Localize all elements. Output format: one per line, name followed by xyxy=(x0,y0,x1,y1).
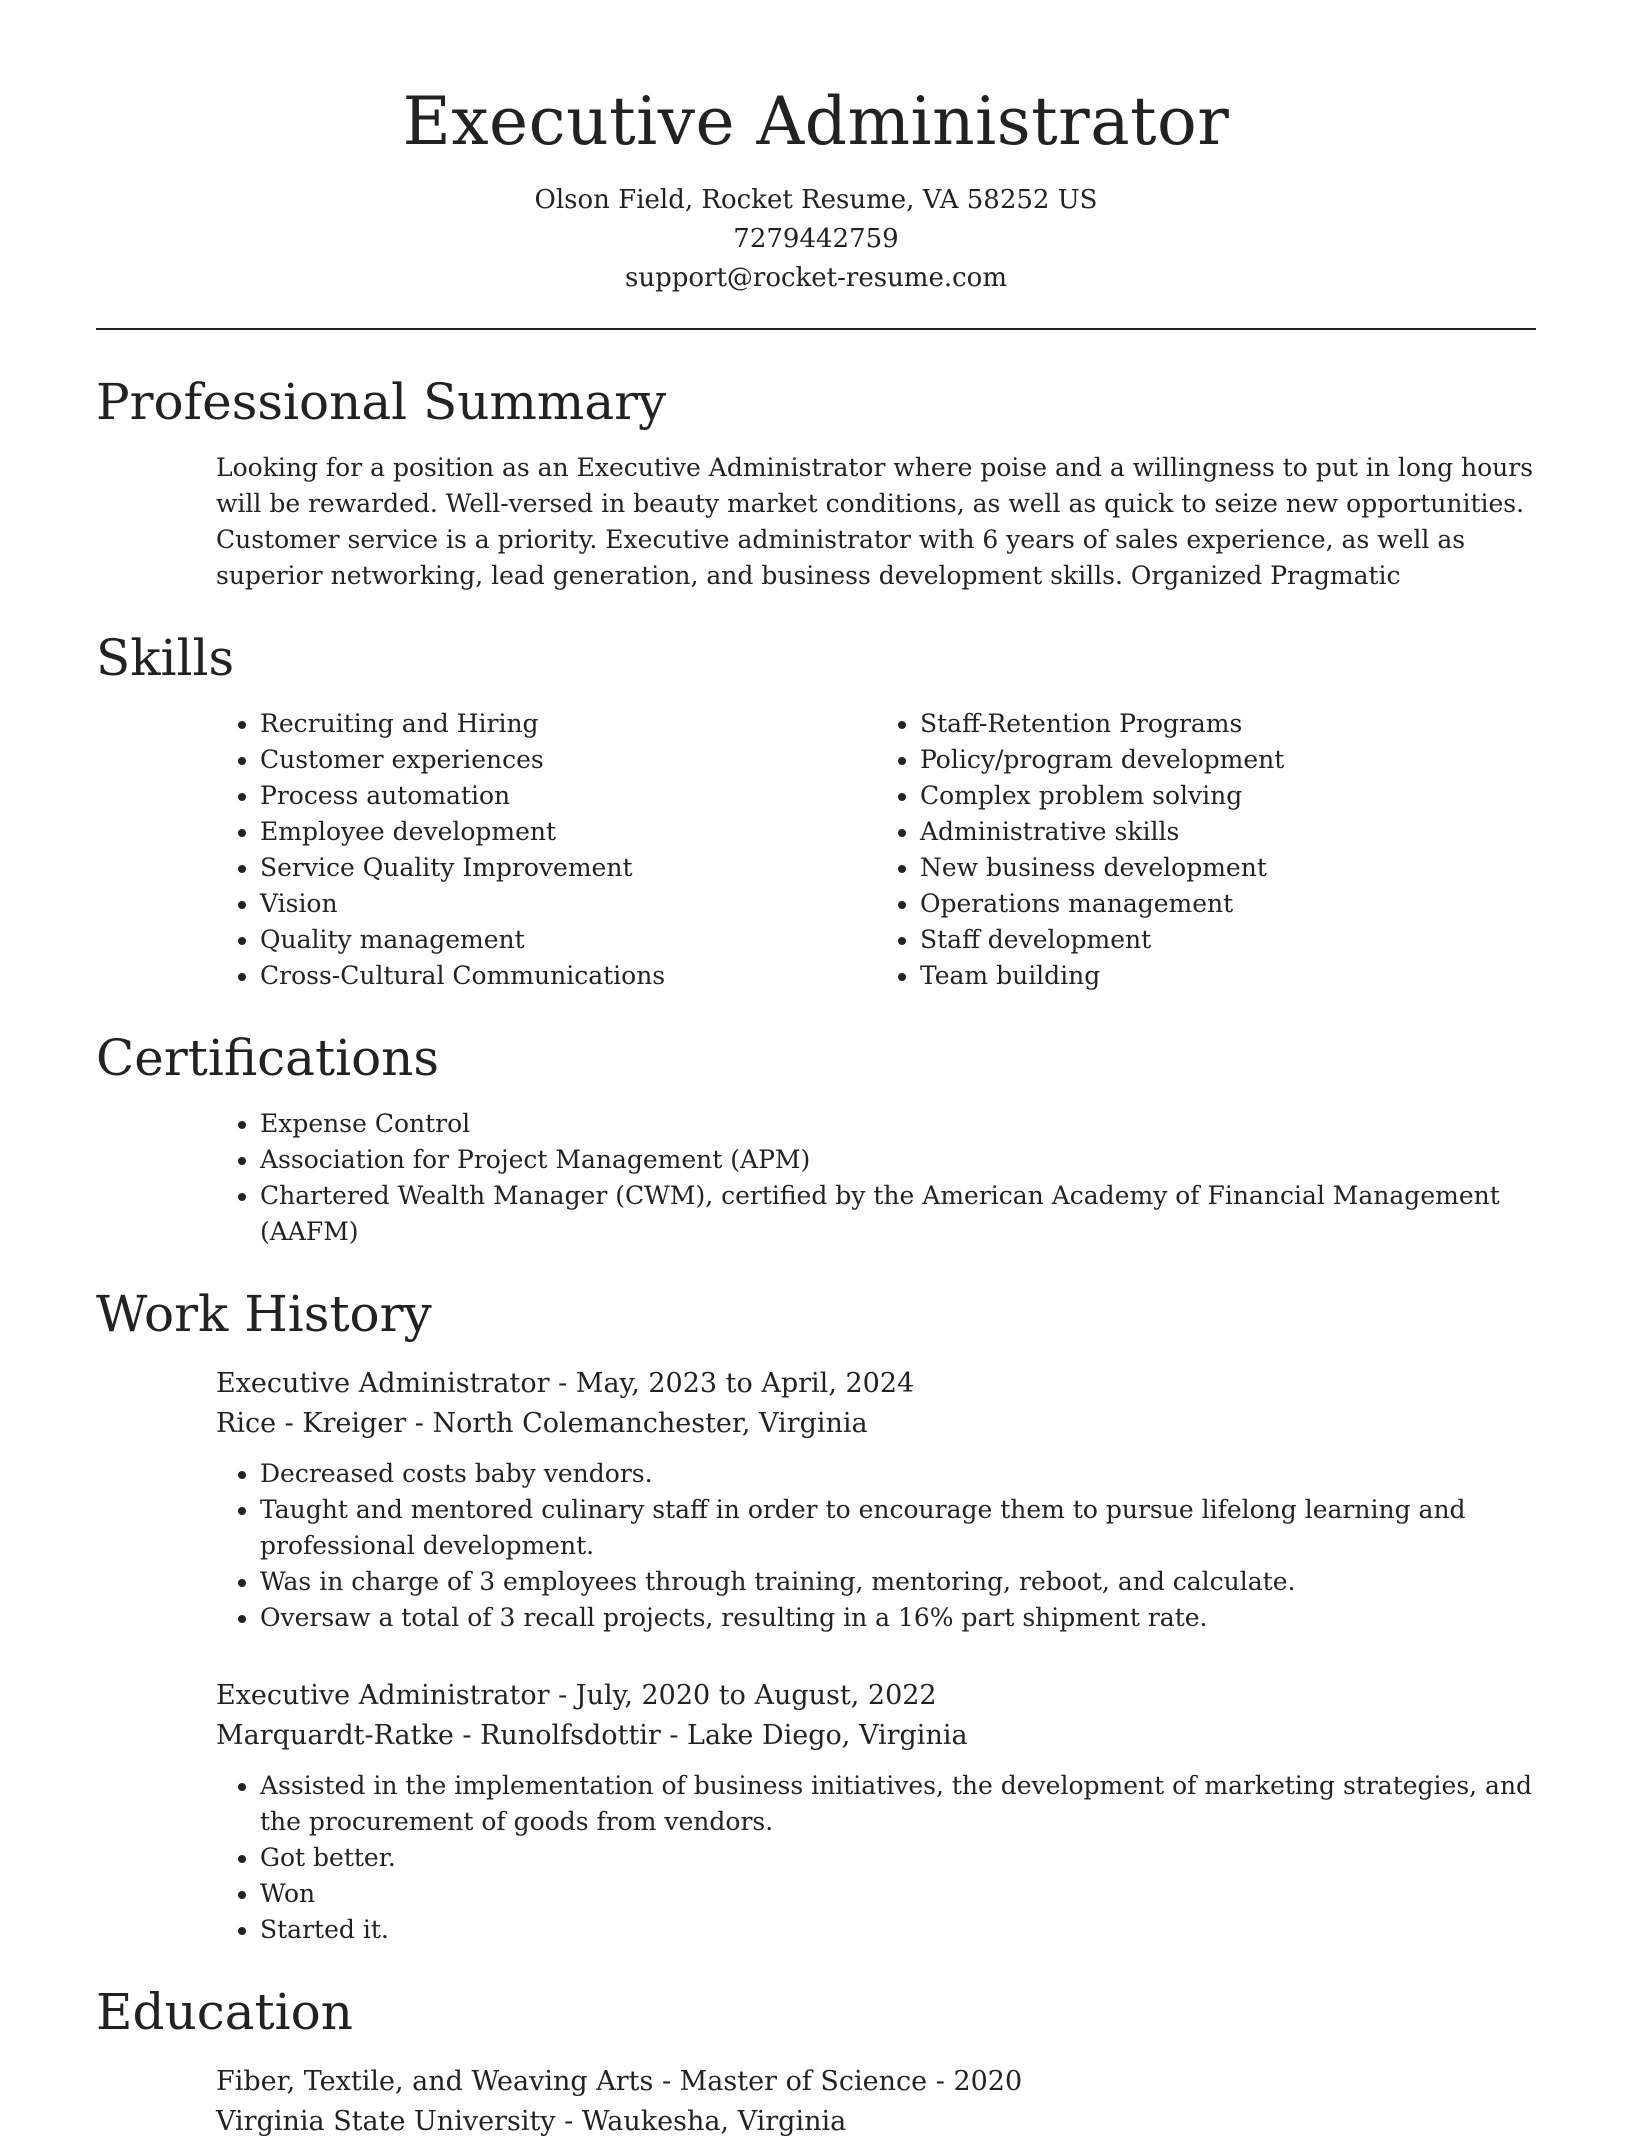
certification-item: • Association for Project Management (APM) xyxy=(260,1142,1536,1178)
skill-item: • Service Quality Improvement xyxy=(260,850,876,886)
job-bullet: • Oversaw a total of 3 recall projects, resulting in a 16% part shipment rate. xyxy=(260,1600,1536,1636)
skill-item: • Recruiting and Hiring xyxy=(260,706,876,742)
education-field: Fiber, Textile, and Weaving Arts xyxy=(216,2065,654,2097)
skills-list-left xyxy=(216,706,876,994)
job-location: Lake Diego, Virginia xyxy=(687,1719,968,1751)
skill-item: • Cross-Cultural Communications xyxy=(260,958,876,994)
contact-info xyxy=(96,181,1536,298)
job-bullets xyxy=(216,1768,1536,1948)
education-entry xyxy=(96,2062,1536,2142)
skill-item: • Customer experiences xyxy=(260,742,876,778)
job-title-line: Executive Administrator - July, 2020 to August, 2022 xyxy=(216,1679,937,1711)
contact-phone: 7279442759 xyxy=(733,223,899,254)
certifications-list-wrap xyxy=(96,1106,1536,1250)
skill-item: • Operations management xyxy=(920,886,1536,922)
job-company-line: Rice - Kreiger - North Colemanchester, Virginia xyxy=(216,1407,868,1439)
skill-item: • New business development xyxy=(920,850,1536,886)
skill-item: • Complex problem solving xyxy=(920,778,1536,814)
job-location: North Colemanchester, Virginia xyxy=(432,1407,868,1439)
education-year: 2020 xyxy=(953,2065,1023,2097)
job-title: Executive Administrator xyxy=(216,1367,550,1399)
certifications-section xyxy=(96,1028,1536,1250)
job-entry xyxy=(96,1676,1536,1948)
summary-section xyxy=(96,372,1536,594)
education-school: Virginia State University xyxy=(216,2105,556,2137)
job-entry xyxy=(96,1364,1536,1636)
skills-section xyxy=(96,628,1536,994)
skill-item: • Staff-Retention Programs xyxy=(920,706,1536,742)
header-divider xyxy=(96,328,1536,330)
skill-item: • Administrative skills xyxy=(920,814,1536,850)
skills-columns xyxy=(96,706,1536,994)
job-bullets xyxy=(216,1456,1536,1636)
certification-item: • Chartered Wealth Manager (CWM), certified by the American Academy of Financial Management (AAFM) xyxy=(260,1178,1536,1250)
education-section xyxy=(96,1982,1536,2142)
job-title-line: Executive Administrator - May, 2023 to April, 2024 xyxy=(216,1367,915,1399)
job-bullet: • Assisted in the implementation of business initiatives, the development of marketing strategies, and the procurement of goods from vendors. xyxy=(260,1768,1536,1840)
certification-item: • Expense Control xyxy=(260,1106,1536,1142)
job-bullet: • Got better. xyxy=(260,1840,1536,1876)
job-bullet: • Was in charge of 3 employees through training, mentoring, reboot, and calculate. xyxy=(260,1564,1536,1600)
job-dates: May, 2023 to April, 2024 xyxy=(575,1367,915,1399)
education-degree: Master of Science xyxy=(679,2065,928,2097)
skill-item: • Staff development xyxy=(920,922,1536,958)
skills-list-right xyxy=(876,706,1536,994)
job-company: Rice - Kreiger xyxy=(216,1407,407,1439)
skill-item: • Quality management xyxy=(260,922,876,958)
education-degree-line: Fiber, Textile, and Weaving Arts - Master of Science - 2020 xyxy=(216,2065,1023,2097)
job-bullet: • Won xyxy=(260,1876,1536,1912)
job-bullet: • Started it. xyxy=(260,1912,1536,1948)
job-company-line: Marquardt-Ratke - Runolfsdottir - Lake Diego, Virginia xyxy=(216,1719,968,1751)
skill-item: • Policy/program development xyxy=(920,742,1536,778)
job-dates: July, 2020 to August, 2022 xyxy=(575,1679,937,1711)
certifications-title: Certifications xyxy=(96,1028,440,1087)
education-school-line: Virginia State University - Waukesha, Virginia xyxy=(216,2105,847,2137)
job-title: Executive Administrator xyxy=(216,1679,550,1711)
education-title: Education xyxy=(96,1982,353,2041)
resume-header xyxy=(96,0,1536,298)
skill-item: • Employee development xyxy=(260,814,876,850)
contact-email: support@rocket-resume.com xyxy=(624,262,1007,293)
job-bullet: • Decreased costs baby vendors. xyxy=(260,1456,1536,1492)
work-history-section xyxy=(96,1284,1536,1948)
certifications-list xyxy=(216,1106,1536,1250)
skill-item: • Team building xyxy=(920,958,1536,994)
summary-text: Looking for a position as an Executive Administrator where poise and a willingness to put in long hours will be rewarded. Well-versed in beauty market conditions, as well as quick to seize new opportunities. Customer service is a priority. Executive administrator with 6 years of sales experience, as well as superior networking, lead generation, and business development skills. Organized Pragmatic xyxy=(216,452,1534,590)
candidate-name: Executive Administrator xyxy=(402,83,1230,160)
summary-title: Professional Summary xyxy=(96,372,667,431)
job-bullet: • Taught and mentored culinary staff in order to encourage them to pursue lifelong learning and professional development. xyxy=(260,1492,1536,1564)
skill-item: • Vision xyxy=(260,886,876,922)
education-location: Waukesha, Virginia xyxy=(581,2105,847,2137)
skills-title: Skills xyxy=(96,628,235,687)
contact-address: Olson Field, Rocket Resume, VA 58252 US xyxy=(534,184,1098,215)
skill-item: • Process automation xyxy=(260,778,876,814)
work-history-title: Work History xyxy=(96,1284,432,1343)
job-company: Marquardt-Ratke - Runolfsdottir xyxy=(216,1719,661,1751)
